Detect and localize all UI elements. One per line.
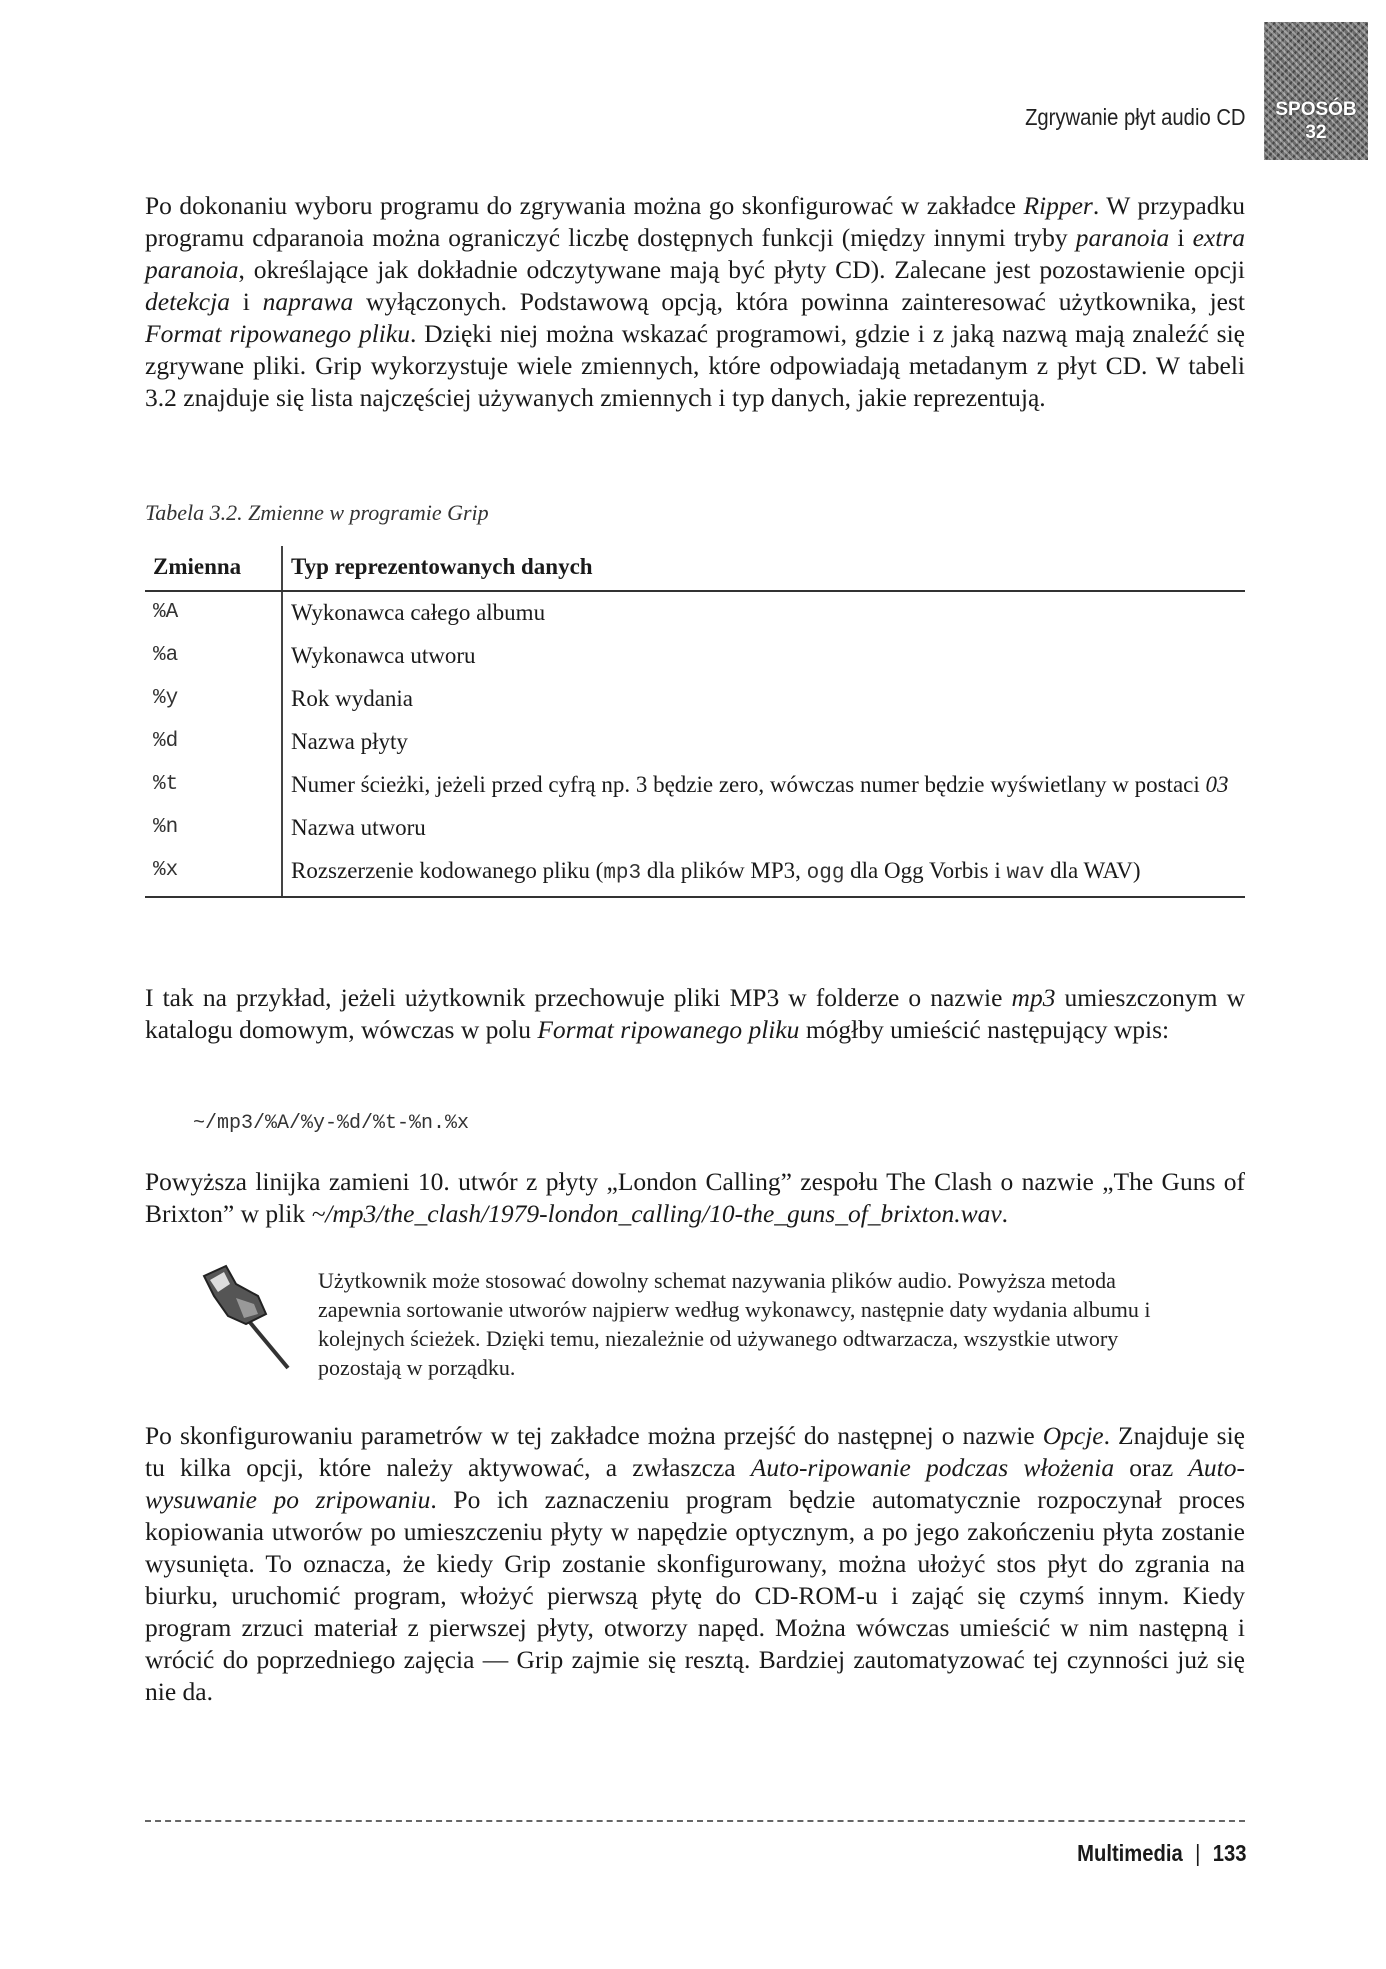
pushpin-icon xyxy=(196,1262,296,1374)
text-run: dla Ogg Vorbis i xyxy=(844,858,1007,883)
text-run: umieszczonym w katalogu domowym, wówczas w polu xyxy=(145,983,1245,1044)
italic-term: Format ripowanego pliku xyxy=(145,319,410,348)
text-run: oraz xyxy=(1114,1453,1189,1482)
description-cell xyxy=(282,678,1245,721)
text-run: dla WAV) xyxy=(1044,858,1141,883)
table-row xyxy=(145,721,1245,764)
italic-term: Ripper xyxy=(1023,191,1093,220)
variable-cell: %x xyxy=(145,850,282,897)
italic-term: extra paranoia xyxy=(145,223,1245,284)
table-row xyxy=(145,807,1245,850)
text-run: . xyxy=(1001,1199,1009,1228)
italic-term: detekcja xyxy=(145,287,230,316)
footer-section: Multimedia xyxy=(1076,1840,1183,1866)
text-run: Rozszerzenie kodowanego pliku ( xyxy=(291,858,604,883)
italic-term: mp3 xyxy=(1011,983,1056,1012)
text-run: Wykonawca utworu xyxy=(291,643,476,668)
description-cell xyxy=(282,591,1245,635)
italic-term: naprawa xyxy=(262,287,354,316)
badge-text xyxy=(1264,98,1368,144)
text-run: . W przypadku programu cdparanoia można ograniczyć liczbę dostępnych funkcji (między innymi tryby xyxy=(145,191,1245,252)
italic-term: Opcje xyxy=(1042,1421,1104,1450)
table-row xyxy=(145,678,1245,721)
running-header: Zgrywanie płyt audio CD xyxy=(1025,104,1246,130)
table-caption: Tabela 3.2. Zmienne w programie Grip xyxy=(145,500,489,525)
italic-term: Auto-ripowanie podczas włożenia xyxy=(750,1453,1115,1482)
table-row xyxy=(145,635,1245,678)
text-run: Nazwa utworu xyxy=(291,815,426,840)
badge-number: 32 xyxy=(1305,122,1327,143)
paragraph-2 xyxy=(145,982,1245,1046)
text-run: Rok wydania xyxy=(291,686,414,711)
description-cell xyxy=(282,721,1245,764)
description-cell xyxy=(282,807,1245,850)
text-run: i xyxy=(1169,223,1193,252)
variable-cell: %d xyxy=(145,721,282,764)
table-row xyxy=(145,591,1245,635)
text-run: dla plików MP3, xyxy=(641,858,807,883)
mono-term: mp3 xyxy=(603,862,642,885)
text-run: Wykonawca całego albumu xyxy=(291,600,546,625)
footer-rule xyxy=(145,1820,1245,1822)
text-run: Numer ścieżki, jeżeli przed cyfrą np. 3 będzie zero, wówczas numer będzie wyświetlany w postaci xyxy=(291,772,1206,797)
paragraph-1 xyxy=(145,190,1245,414)
code-example: ~/mp3/%A/%y-%d/%t-%n.%x xyxy=(193,1112,470,1135)
paragraph-4 xyxy=(145,1420,1245,1708)
text-run: . Znajduje się tu kilka opcji, które należy aktywować, a zwłaszcza xyxy=(145,1421,1245,1482)
variable-cell: %y xyxy=(145,678,282,721)
text-run: Po skonfigurowaniu parametrów w tej zakładce można przejść do następnej o nazwie xyxy=(145,1421,1043,1450)
paragraph-3 xyxy=(145,1166,1245,1230)
mono-term: wav xyxy=(1006,862,1045,885)
page-footer xyxy=(1077,1840,1246,1867)
text-run: , określające jak dokładnie odczytywane mają być płyty CD). Zalecane jest pozostawienie opcji xyxy=(238,255,1245,284)
italic-term: Auto-wysuwanie po zripowaniu xyxy=(145,1453,1245,1514)
variable-cell: %A xyxy=(145,591,282,635)
text-run: . Po ich zaznaczeniu program będzie automatycznie rozpoczynał proces kopiowania utworów po umieszczeniu płyty w napędzie optycznym, a po jego zakończeniu płyta zostanie wysunięta. To oznacza, że kiedy Grip zostanie skonfigurowany, można ułożyć stos płyt do zgrania na biurku, uruchomić program, włożyć pierwszą płytę do CD-ROM-u i zająć się czymś innym. Kiedy program zrzuci materiał z pierwszej płyty, otworzy napęd. Można wówczas umieścić w nim następną i wrócić do poprzedniego zajęcia — Grip zajmie się resztą. Bardziej zautomatyzować tej czynności już się nie da. xyxy=(145,1485,1246,1706)
variables-table xyxy=(145,546,1245,898)
badge-label: SPOSÓB xyxy=(1275,99,1357,120)
description-cell xyxy=(282,764,1245,807)
italic-term: ~/mp3/the_clash/1979-london_calling/10-the_guns_of_brixton.wav xyxy=(311,1199,1002,1228)
mono-term: ogg xyxy=(806,862,845,885)
text-run: . Dzięki niej można wskazać programowi, gdzie i z jaką nazwą mają znaleźć się zgrywane pliki. Grip wykorzystuje wiele zmiennych, które odpowiadają metadanym z płyt CD. W tabeli 3.2 znajduje się lista najczęściej używanych zmiennych i typ danych, jakie reprezentują. xyxy=(145,319,1245,412)
column-header-data-type: Typ reprezentowanych danych xyxy=(282,546,1245,591)
italic-term: 03 xyxy=(1205,772,1229,797)
text-run: Nazwa płyty xyxy=(291,729,408,754)
italic-term: paranoia xyxy=(1075,223,1170,252)
variable-cell: %a xyxy=(145,635,282,678)
italic-term: Format ripowanego pliku xyxy=(537,1015,800,1044)
note-text: Użytkownik może stosować dowolny schemat nazywania plików audio. Powyższa metoda zapewnia sortowanie utworów najpierw według wykonawcy, następnie daty wydania albumu i kolejnych ścieżek. Dzięki temu, niezależnie od używanego odtwarzacza, wszystkie utwory pozostają w porządku. xyxy=(318,1268,1151,1380)
text-run: i xyxy=(229,287,263,316)
footer-separator: | xyxy=(1194,1840,1200,1866)
table-header-row xyxy=(145,546,1245,591)
description-cell xyxy=(282,635,1245,678)
description-cell xyxy=(282,850,1245,897)
variable-cell: %n xyxy=(145,807,282,850)
section-badge xyxy=(1264,22,1368,160)
text-run: Powyższa linijka zamieni 10. utwór z płyty „London Calling” zespołu The Clash o nazwie „The Guns of Brixton” w plik xyxy=(145,1167,1245,1228)
text-run: Po dokonaniu wyboru programu do zgrywania można go skonfigurować w zakładce xyxy=(145,191,1024,220)
text-run: mógłby umieścić następujący wpis: xyxy=(799,1015,1170,1044)
text-run: I tak na przykład, jeżeli użytkownik przechowuje pliki MP3 w folderze o nazwie xyxy=(145,983,1012,1012)
page-number: 133 xyxy=(1212,1840,1246,1866)
table-row xyxy=(145,764,1245,807)
text-run: wyłączonych. Podstawową opcją, która powinna zainteresować użytkownika, jest xyxy=(353,287,1245,316)
column-header-variable: Zmienna xyxy=(145,546,282,591)
variable-cell: %t xyxy=(145,764,282,807)
table-row xyxy=(145,850,1245,897)
